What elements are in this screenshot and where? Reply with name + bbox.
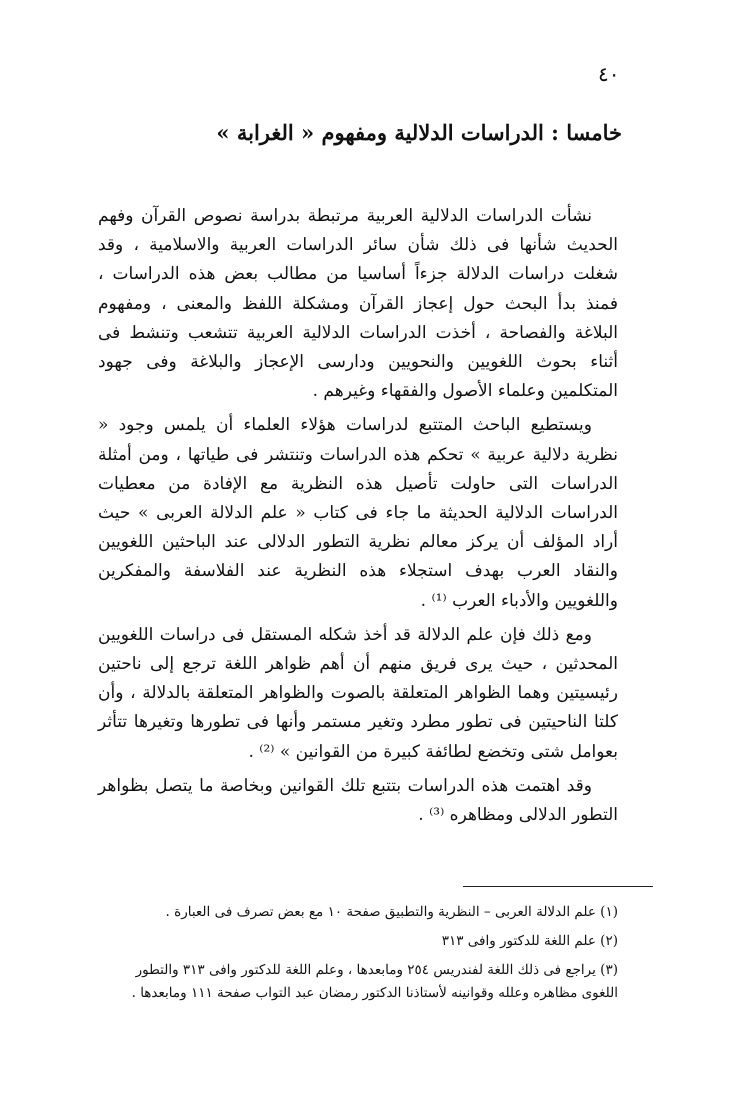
footnote: (١) علم الدلالة العربى – النظرية والتطبيق صفحة ١٠ مع بعض تصرف فى العبارة . bbox=[165, 904, 618, 920]
section-heading: خامسا : الدراسات الدلالية ومفهوم « الغرابة » bbox=[216, 120, 622, 145]
body-text bbox=[98, 202, 618, 835]
footnote-divider bbox=[463, 886, 653, 887]
paragraph: نشأت الدراسات الدلالية العربية مرتبطة بدراسة نصوص القرآن وفهم الحديث شأنها فى ذلك شأن سائر الدراسات العربية والاسلامية ، وقد شغلت دراسات الدلالة جزءاً أساسيا من مطالب بعض هذه الدراسات ، فمنذ بدأ البحث حول إعجاز القرآن ومشكلة اللفظ والمعنى ، ومفهوم البلاغة والفصاحة ، أخذت الدراسات الدلالية العربية تتشعب وتنشط فى أثناء بحوث اللغويين والنحويين ودارسى الإعجاز والبلاغة وفى جهود المتكلمين وعلماء الأصول والفقهاء وغيرهم . bbox=[98, 206, 618, 402]
paragraph: وقد اهتمت هذه الدراسات بتتبع تلك القوانين وبخاصة ما يتصل بظواهر التطور الدلالى ومظاهره ⁽³⁾ . bbox=[98, 775, 618, 826]
page-number: ٤٠ bbox=[598, 62, 620, 86]
footnote: (٢) علم اللغة للدكتور وافى ٣١٣ bbox=[441, 933, 618, 949]
paragraph: ويستطيع الباحث المتتبع لدراسات هؤلاء العلماء أن يلمس وجود « نظرية دلالية عربية » تحكم هذه الدراسات وتنتشر فى طياتها ، ومن أمثلة الدراسات التى حاولت تأصيل هذه النظرية مع الإفادة من معطيات الدراسات الدلالية الحديثة ما جاء فى كتاب « علم الدلالة العربى » حيث أراد المؤلف أن يركز معالم نظرية التطور الدلالى عند الباحثين اللغويين والنقاد العرب بهدف استجلاء هذه النظرية عند الفلاسفة والمفكرين واللغويين والأدباء العرب ⁽¹⁾ . bbox=[98, 415, 618, 611]
footnote: (٣) يراجع فى ذلك اللغة لفندريس ٢٥٤ ومابعدها ، وعلم اللغة للدكتور وافى ٣١٣ والتطور اللغوى مظاهره وعلله وقوانينه لأستاذنا الدكتور رمضان عبد التواب صفحة ١١١ ومابعدها . bbox=[131, 962, 618, 1001]
paragraph: ومع ذلك فإن علم الدلالة قد أخذ شكله المستقل فى دراسات اللغويين المحدثين ، حيث يرى فريق منهم أن أهم ظواهر اللغة ترجع إلى ناحتين رئيسيتين وهما الظواهر المتعلقة بالصوت والظواهر المتعلقة بالدلالة ، وأن كلتا الناحيتين فى تطور مطرد وتغير مستمر وأنها فى تطورها وتغيرها تتأثر بعوامل شتى وتخضع لطائفة كبيرة من القوانين » ⁽²⁾ . bbox=[98, 624, 618, 762]
footnotes bbox=[98, 901, 618, 1011]
